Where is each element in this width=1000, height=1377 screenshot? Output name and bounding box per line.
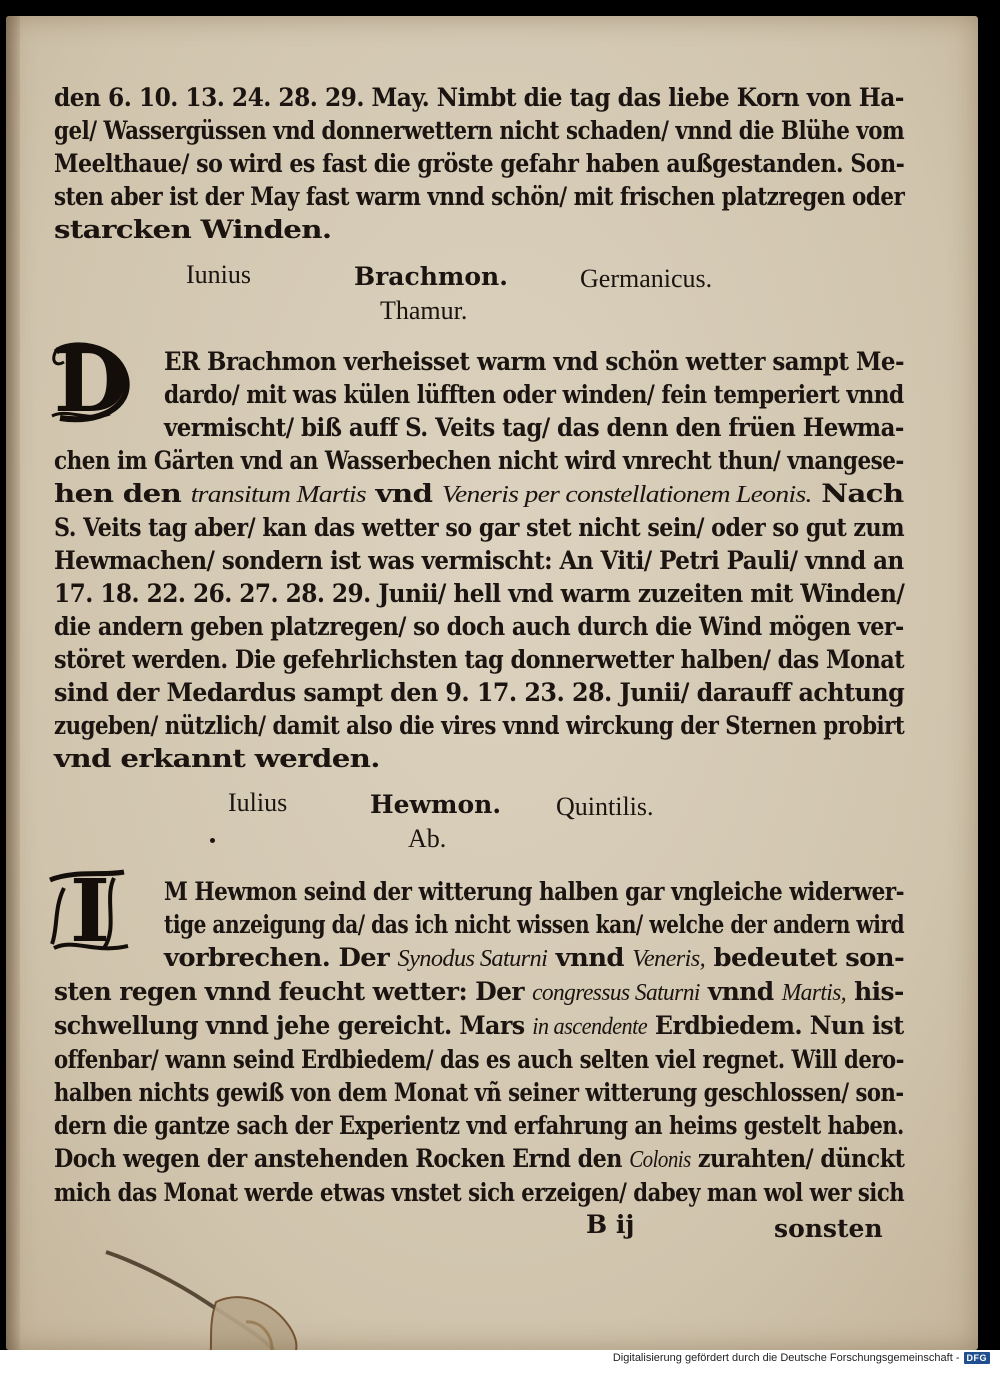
text-line: sind der Medardus sampt den 9. 17. 23. 28. Junii/ darauff achtung	[54, 678, 905, 708]
text-line: dern die gantze sach der Experientz vnd erfahrung an heims gestelt haben.	[54, 1111, 904, 1141]
month-german-july: Hewmon.	[370, 790, 502, 819]
month-roman-june: Germanicus.	[580, 264, 713, 293]
latin-phrase: Synodus Saturni	[397, 946, 548, 972]
text-segment: hen den	[54, 479, 191, 509]
latin-phrase: Colonis	[629, 1147, 691, 1173]
text-segment: sten regen vnnd feucht wetter: Der	[54, 977, 533, 1007]
scanned-page	[6, 16, 978, 1350]
text-line: mich das Monat werde etwas vnstet sich erzeigen/ dabey man wol wer sich	[54, 1178, 905, 1208]
text-line: sten aber ist der May fast warm vnnd schön/ mit frischen platzregen oder	[54, 182, 905, 212]
paper-damage-stain	[66, 1242, 386, 1350]
text-line: S. Veits tag aber/ kan das wetter so gar stet nicht sein/ oder so gut zum	[54, 513, 905, 543]
text-line: störet werden. Die gefehrlichsten tag donnerwetter halben/ das Monat	[54, 645, 905, 675]
text-line: tige anzeigung da/ das ich nicht wissen kan/ welche der andern wird	[164, 910, 905, 940]
latin-phrase: transitum Martis	[190, 482, 366, 508]
text-segment: vnnd	[547, 943, 633, 973]
text-segment: bedeutet son-	[705, 943, 905, 973]
text-line	[54, 1143, 904, 1177]
month-latin-july: Iulius	[228, 788, 288, 817]
paragraph-may	[54, 82, 904, 247]
footer-credit: Digitalisierung gefördert durch die Deutsche Forschungsgemeinschaft -	[612, 1352, 960, 1364]
latin-phrase: in ascendente	[532, 1014, 648, 1040]
text-segment: Nach	[811, 479, 904, 509]
signature-mark: B ij	[586, 1210, 635, 1239]
month-hebrew-july: Ab.	[408, 824, 447, 853]
initial-letter: D	[53, 331, 129, 432]
paragraph-july	[54, 876, 904, 1210]
text-segment: vorbrechen. Der	[164, 943, 398, 973]
text-line: gel/ Wassergüssen vnd donnerwettern nicht schaden/ vnnd die Blühe vom	[54, 116, 905, 146]
text-segment: his-	[846, 977, 904, 1007]
month-roman-july: Quintilis.	[556, 792, 654, 821]
text-segment: Doch wegen der anstehenden Rocken Ernd den	[54, 1144, 630, 1174]
text-line: den 6. 10. 13. 24. 28. 29. May. Nimbt die tag das liebe Korn von Ha-	[54, 83, 904, 113]
ink-dot	[210, 838, 215, 843]
text-line: vnd erkannt werden.	[54, 744, 380, 774]
text-line	[54, 942, 904, 976]
page-spine-shadow	[6, 16, 20, 1350]
dfg-logo-icon[interactable]: DFG	[964, 1352, 991, 1364]
text-segment: schwellung vnnd jehe gereicht. Mars	[54, 1011, 533, 1041]
text-line: dardo/ mit was külen lüfften oder winden/ fein temperiert vnnd	[164, 380, 904, 410]
text-line: M Hewmon seind der witterung halben gar vngleiche widerwer-	[164, 877, 905, 907]
latin-phrase: Veneris per constellationem Leonis.	[441, 482, 812, 508]
month-hebrew-june: Thamur.	[380, 296, 468, 325]
text-line: 17. 18. 22. 26. 27. 28. 29. Junii/ hell vnd warm zuzeiten mit Winden/	[54, 579, 905, 609]
initial-letter: I	[69, 861, 111, 962]
text-segment: vnd	[365, 479, 442, 509]
month-latin-june: Iunius	[186, 260, 251, 289]
text-line	[54, 1010, 904, 1044]
paragraph-june	[54, 346, 904, 776]
latin-phrase: congressus Saturni	[532, 980, 700, 1006]
text-segment: Erdbiedem. Nun ist	[647, 1011, 904, 1041]
text-line: Hewmachen/ sondern ist was vermischt: An Viti/ Petri Pauli/ vnnd an	[54, 546, 904, 576]
text-line	[54, 478, 904, 512]
text-line: starcken Winden.	[54, 215, 332, 245]
text-line: die andern geben platzregen/ so doch auch durch die Wind mögen ver-	[54, 612, 904, 642]
text-line: halben nichts gewiß von dem Monat vñ seiner witterung geschlossen/ son-	[54, 1078, 904, 1108]
text-line: ER Brachmon verheisset warm vnd schön wetter sampt Me-	[164, 347, 904, 377]
text-line: Meelthaue/ so wird es fast die gröste gefahr haben außgestanden. Son-	[54, 149, 905, 179]
text-segment: vnnd	[699, 977, 782, 1007]
month-german-june: Brachmon.	[354, 262, 508, 291]
footer	[613, 1352, 990, 1364]
latin-phrase: Martis,	[781, 980, 847, 1006]
text-segment: zurahten/ dünckt	[690, 1144, 905, 1174]
catchword: sonsten	[774, 1214, 883, 1243]
text-line: vermischt/ biß auff S. Veits tag/ das denn den früen Hewma-	[164, 413, 904, 443]
latin-phrase: Veneris,	[632, 946, 706, 972]
text-line: zugeben/ nützlich/ damit also die vires vnnd wirckung der Sternen probirt	[54, 711, 905, 741]
text-line: chen im Gärten vnd an Wasserbechen nicht wird vnrecht thun/ vnangese-	[54, 446, 904, 476]
text-line	[54, 976, 904, 1010]
text-line: offenbar/ wann seind Erdbiedem/ das es auch selten viel regnet. Will dero-	[54, 1045, 904, 1075]
